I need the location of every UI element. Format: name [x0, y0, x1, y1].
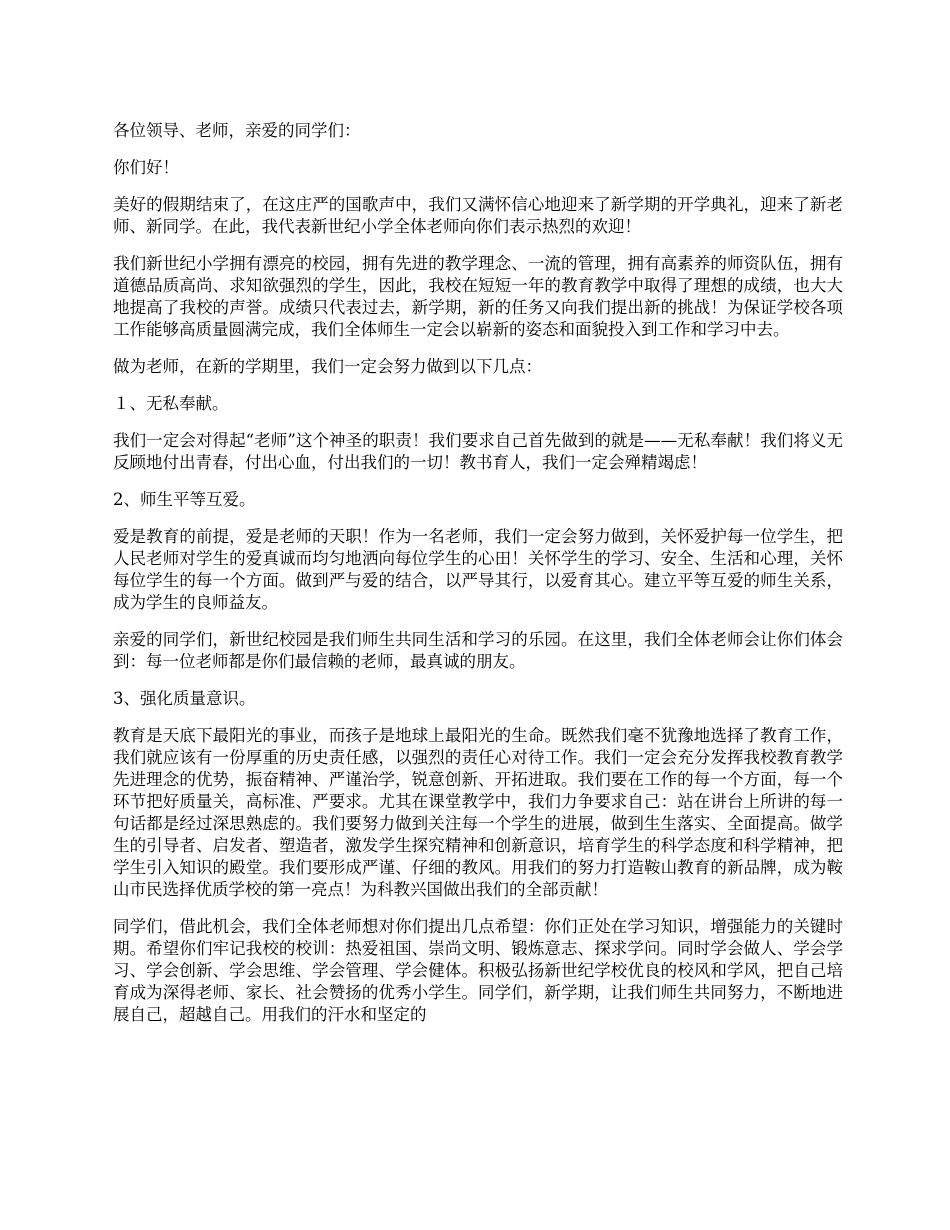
section-heading-3: 3、强化质量意识。 — [113, 689, 256, 708]
document-page — [113, 120, 843, 1041]
section-heading-2: 2、师生平等互爱。 — [113, 490, 256, 509]
paragraph-mutual-love: 爱是教育的前提，爱是老师的天职！作为一名老师，我们一定会努力做到，关怀爱护每一位学生，把人民老师对学生的爱真诚而均匀地洒向每位学生的心田！关怀学生的学习、安全、生活和心理，关怀每位学生的每一个方面。做到严与爱的结合，以严导其行，以爱育其心。建立平等互爱的师生关系，成为学生的良师益友。 — [113, 527, 843, 612]
paragraph-welcome: 美好的假期结束了，在这庄严的国歌声中，我们又满怀信心地迎来了新学期的开学典礼，迎来了新老师、新同学。在此，我代表新世纪小学全体老师向你们表示热烈的欢迎！ — [113, 195, 843, 236]
paragraph-hopes: 同学们，借此机会，我们全体老师想对你们提出几点希望：你们正处在学习知识，增强能力的关键时期。希望你们牢记我校的校训：热爱祖国、崇尚文明、锻炼意志、探求学问。同时学会做人、学会学习、学会创新、学会思维、学会管理、学会健体。积极弘扬新世纪学校优良的校风和学风，把自己培育成为深得老师、家长、社会赞扬的优秀小学生。同学们，新学期，让我们师生共同努力，不断地进展自己，超越自己。用我们的汗水和坚定的 — [113, 917, 843, 1024]
paragraph-quality: 教育是天底下最阳光的事业，而孩子是地球上最阳光的生命。既然我们毫不犹豫地选择了教育工作，我们就应该有一份厚重的历史责任感，以强烈的责任心对待工作。我们一定会充分发挥我校教育教学先进理念的优势，振奋精神、严谨治学，锐意创新、开拓进取。我们要在工作的每一个方面，每一个环节把好质量关，高标准、严要求。尤其在课堂教学中，我们力争要求自己：站在讲台上所讲的每一句话都是经过深思熟虑的。我们要努力做到关注每一个学生的进展，做到生生落实、全面提高。做学生的引导者、启发者、塑造者，激发学生探究精神和创新意识，培育学生的科学态度和科学精神，把学生引入知识的殿堂。我们要形成严谨、仔细的教风。用我们的努力打造鞍山教育的新品牌，成为鞍山市民选择优质学校的第一亮点！为科教兴国做出我们的全部贡献！ — [113, 726, 843, 899]
salutation: 各位领导、老师，亲爱的同学们： — [113, 121, 361, 140]
paragraph-teacher-commitments-intro: 做为老师，在新的学期里，我们一定会努力做到以下几点： — [113, 357, 542, 376]
paragraph-dedication: 我们一定会对得起“老师”这个神圣的职责！我们要求自己首先做到的就是——无私奉献！我们将义无反顾地付出青春，付出心血，付出我们的一切！教书育人，我们一定会殚精竭虑！ — [113, 431, 843, 472]
paragraph-school-intro: 我们新世纪小学拥有漂亮的校园，拥有先进的教学理念、一流的管理，拥有高素养的师资队伍，拥有道德品质高尚、求知欲强烈的学生，因此，我校在短短一年的教育教学中取得了理想的成绩，也大大地提高了我校的声誉。成绩只代表过去，新学期，新的任务又向我们提出新的挑战！为保证学校各项工作能够高质量圆满完成，我们全体师生一定会以崭新的姿态和面貌投入到工作和学习中去。 — [113, 254, 843, 339]
section-heading-1: １、无私奉献。 — [113, 394, 229, 413]
paragraph-campus: 亲爱的同学们，新世纪校园是我们师生共同生活和学习的乐园。在这里，我们全体老师会让你们体会到：每一位老师都是你们最信赖的老师，最真诚的朋友。 — [113, 630, 843, 671]
greeting: 你们好！ — [113, 158, 179, 177]
